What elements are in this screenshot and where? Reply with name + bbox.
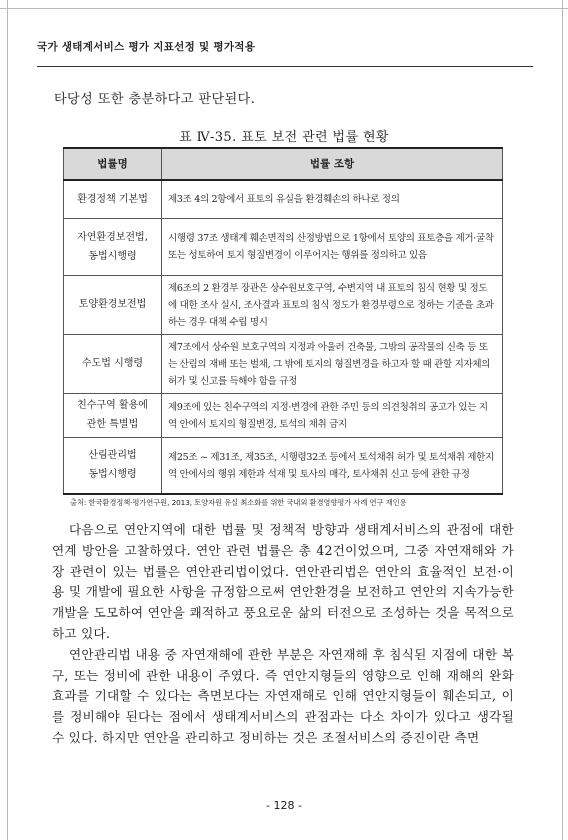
table-header-row [64,148,503,180]
body-paragraph: 다음으로 연안지역에 대한 법률 및 정책적 방향과 생태계서비스의 관점에 대한 연계 방안을 고찰하였다. 연안 관련 법률은 총 42건이었으며, 그중 자연재해와 가장 관련이 있는 법률은 연안관리법이었다. 연안관리법은 연안의 효율적인 보전·이용 및 개발에 필요한 사항을 규정함으로써 연안환경을 보전하고 연안의 지속가능한 개발을 도모하여 연안을 쾌적하고 풍요로운 삶의 터전으로 조성하는 것을 목적으로 하고 있다. [52,522,514,641]
header-law-clause: 법률 조항 [162,148,503,180]
table-row [64,393,503,437]
law-name-line: 관한 특별법 [86,419,139,430]
body-paragraph: 연안관리법 내용 중 자연재해에 관한 부분은 자연재해 후 침식된 지점에 대한 복구, 또는 정비에 관한 내용이 주였다. 즉 연안지형들의 영향으로 인해 재해의 완화 효과를 기대할 수 있다는 측면보다는 자연재해로 인해 연안지형들이 훼손되고, 이를 정비해야 된다는 점에서 생태계서비스의 관점과는 다소 차이가 있다고 생각될 수 있다. 하지만 연안을 관리하고 정비하는 것은 조절서비스의 증진이란 측면 [52,646,514,745]
law-name-line: 토양환경보전법 [78,299,147,310]
law-table [63,147,503,495]
law-name-cell [64,275,162,334]
page-frame-top [0,0,568,9]
table-row [64,334,503,393]
page-number: - 128 - [266,799,302,812]
header-law-name: 법률명 [64,148,162,180]
intro-line: 타당성 또한 충분하다고 판단된다. [54,92,256,107]
body-text [52,520,514,749]
running-header: 국가 생태계서비스 평가 지표선정 및 평가적용 [37,41,256,53]
table-row [64,275,503,334]
law-name-cell [64,393,162,437]
law-name-line: 환경정책 기본법 [77,193,148,205]
law-clause-cell: 제7조에서 상수원 보호구역의 지정과 아울러 건축물, 그밖의 공작물의 신축 등 또는 산림의 재배 또는 벌채, 그 밖에 토지의 형질변경을 하고자 할 때 관할 지자체의 허가 및 신고를 득해야 함을 규정 [162,334,503,393]
law-clause-cell: 제6조의 2 환경부 장관은 상수원보호구역, 수변지역 내 표토의 침식 현황 및 정도에 대한 조사 실시, 조사결과 표토의 침식 정도가 환경부령으로 정하는 기준을 초과하는 경우 대책 수립 명시 [162,275,503,334]
law-name-line: 동법시행령 [88,250,137,262]
law-clause-cell: 제25조 ~ 제31조, 제35조, 시행령32조 등에서 토석채취 허가 및 토석채취 제한지역 안에서의 행위 제한과 석재 및 토사의 매각, 토사채취 신고 등에 관한 규정 [162,437,503,494]
header-rule [37,66,533,67]
law-name-cell [64,218,162,275]
law-name-cell [64,334,162,393]
law-name-line: 동법시행령 [88,469,137,481]
law-name-cell [64,180,162,218]
table-row [64,437,503,494]
table-source-note: 출처: 한국환경정책·평가연구원, 2013, 토양자원 유실 최소화를 위한 국내외 환경영향평가 사례 연구 재인용 [70,498,407,507]
table-row [64,218,503,275]
table-row [64,180,503,218]
law-name-line: 자연환경보전법, [77,231,148,243]
law-name-line: 산림관리법 [88,450,137,462]
law-clause-cell: 제9조에 있는 친수구역의 지정·변경에 관한 주민 등의 의견청취의 공고가 있는 지역 안에서 토지의 형질변경, 토석의 채취 금지 [162,393,503,437]
law-clause-cell: 시행령 37조 생태계 훼손면적의 산정방법으로 1항에서 토양의 표토층을 제거·굴착 또는 성토하여 토지 형질변경이 이루어지는 행위를 정의하고 있음 [162,218,503,275]
law-name-line: 친수구역 활용에 [77,400,148,411]
table-caption: 표 Ⅳ-35. 표토 보전 관련 법률 현황 [179,130,389,145]
law-name-line: 수도법 시행령 [81,358,144,369]
law-name-cell [64,437,162,494]
law-clause-cell: 제3조 4의 2항에서 표토의 유실을 환경훼손의 하나로 정의 [162,180,503,218]
